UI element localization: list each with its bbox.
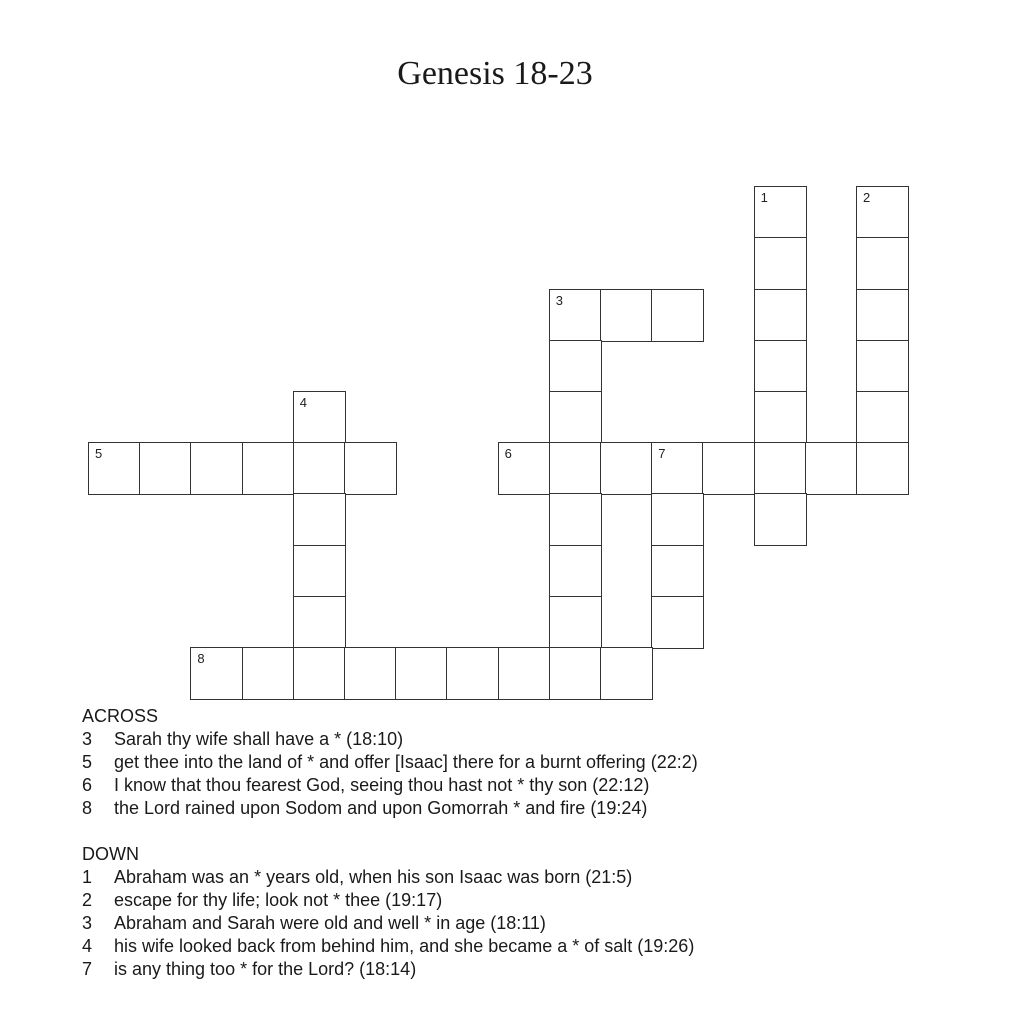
down-clue-3 [82, 912, 962, 935]
clue-text: Abraham was an * years old, when his son Isaac was born (21:5) [114, 867, 633, 887]
grid-cell[interactable] [754, 186, 807, 239]
puzzle-title: Genesis 18-23 [397, 55, 593, 92]
clue-number: 6 [82, 775, 93, 795]
clue-number-label: 2 [863, 190, 871, 206]
grid-cell[interactable] [805, 442, 858, 495]
grid-cell[interactable] [754, 442, 807, 495]
clue-number-label: 6 [504, 446, 512, 462]
grid-cell[interactable] [498, 647, 551, 700]
grid-cell[interactable] [600, 442, 653, 495]
down-clue-4 [82, 935, 962, 958]
across-clue-3 [82, 728, 962, 751]
clue-text: is any thing too * for the Lord? (18:14) [114, 959, 417, 979]
clue-number: 3 [82, 913, 93, 933]
clue-number: 2 [82, 890, 93, 910]
grid-cell[interactable] [651, 545, 704, 598]
grid-cell[interactable] [651, 289, 704, 342]
clue-number: 5 [82, 752, 93, 772]
grid-cell[interactable] [293, 493, 346, 546]
clue-number-label: 8 [197, 651, 205, 666]
grid-cell[interactable] [293, 647, 346, 700]
grid-cell[interactable] [651, 493, 704, 546]
grid-cell[interactable] [754, 237, 807, 290]
grid-cell[interactable] [549, 596, 602, 649]
grid-cell[interactable] [549, 545, 602, 598]
grid-cell[interactable] [856, 442, 909, 495]
clue-text: the Lord rained upon Sodom and upon Gomorrah * and fire (19:24) [114, 798, 648, 818]
clue-number: 4 [82, 936, 93, 956]
grid-cell[interactable] [498, 442, 551, 495]
clue-number-label: 5 [95, 446, 103, 462]
grid-cell[interactable] [190, 647, 243, 700]
clue-number: 1 [82, 867, 93, 887]
clue-text: his wife looked back from behind him, and she became a * of salt (19:26) [114, 936, 695, 956]
grid-cell[interactable] [856, 186, 909, 239]
clue-number: 3 [82, 729, 93, 749]
grid-cell[interactable] [856, 391, 909, 444]
down-clue-2 [82, 889, 962, 912]
grid-cell[interactable] [293, 391, 346, 444]
grid-cell[interactable] [139, 442, 192, 495]
down-clues [82, 843, 962, 981]
down-clue-7 [82, 958, 962, 981]
clue-number-label: 4 [299, 395, 308, 410]
clue-number-label: 7 [658, 446, 666, 462]
grid-cell[interactable] [651, 442, 704, 495]
grid-cell[interactable] [293, 596, 346, 649]
grid-cell[interactable] [344, 442, 397, 495]
grid-cell[interactable] [600, 289, 653, 342]
across-clue-8 [82, 797, 962, 820]
grid-cell[interactable] [754, 340, 807, 393]
grid-cell[interactable] [702, 442, 755, 495]
across-clues [82, 705, 962, 820]
down-clue-1 [82, 866, 962, 889]
across-clue-6 [82, 774, 962, 797]
grid-cell[interactable] [190, 442, 243, 495]
across-heading: ACROSS [82, 706, 159, 726]
across-clue-5 [82, 751, 962, 774]
grid-cell[interactable] [651, 596, 704, 649]
grid-cell[interactable] [549, 493, 602, 546]
grid-cell[interactable] [754, 289, 807, 342]
clue-text: Abraham and Sarah were old and well * in age (18:11) [114, 913, 546, 933]
grid-cell[interactable] [600, 647, 653, 700]
grid-cell[interactable] [754, 493, 807, 546]
grid-cell[interactable] [856, 340, 909, 393]
clue-number: 8 [82, 798, 93, 818]
grid-cell[interactable] [88, 442, 141, 495]
grid-cell[interactable] [395, 647, 448, 700]
grid-cell[interactable] [549, 442, 602, 495]
down-heading: DOWN [82, 844, 139, 864]
grid-cell[interactable] [293, 545, 346, 598]
clue-number: 7 [82, 959, 93, 979]
grid-cell[interactable] [856, 237, 909, 290]
grid-cell[interactable] [293, 442, 346, 495]
clue-text: Sarah thy wife shall have a * (18:10) [114, 729, 404, 749]
grid-cell[interactable] [242, 647, 295, 700]
grid-cell[interactable] [549, 647, 602, 700]
clue-text: I know that thou fearest God, seeing thou hast not * thy son (22:12) [114, 775, 650, 795]
grid-cell[interactable] [754, 391, 807, 444]
grid-cell[interactable] [344, 647, 397, 700]
clue-text: escape for thy life; look not * thee (19:17) [114, 890, 443, 910]
grid-cell[interactable] [549, 340, 602, 393]
clue-number-label: 3 [555, 292, 564, 308]
clue-text: get thee into the land of * and offer [Isaac] there for a burnt offering (22:2) [114, 752, 698, 772]
grid-cell[interactable] [242, 442, 295, 495]
grid-cell[interactable] [446, 647, 499, 700]
clue-number-label: 1 [760, 190, 768, 206]
grid-cell[interactable] [856, 289, 909, 342]
grid-cell[interactable] [549, 391, 602, 444]
grid-cell[interactable] [549, 289, 602, 342]
